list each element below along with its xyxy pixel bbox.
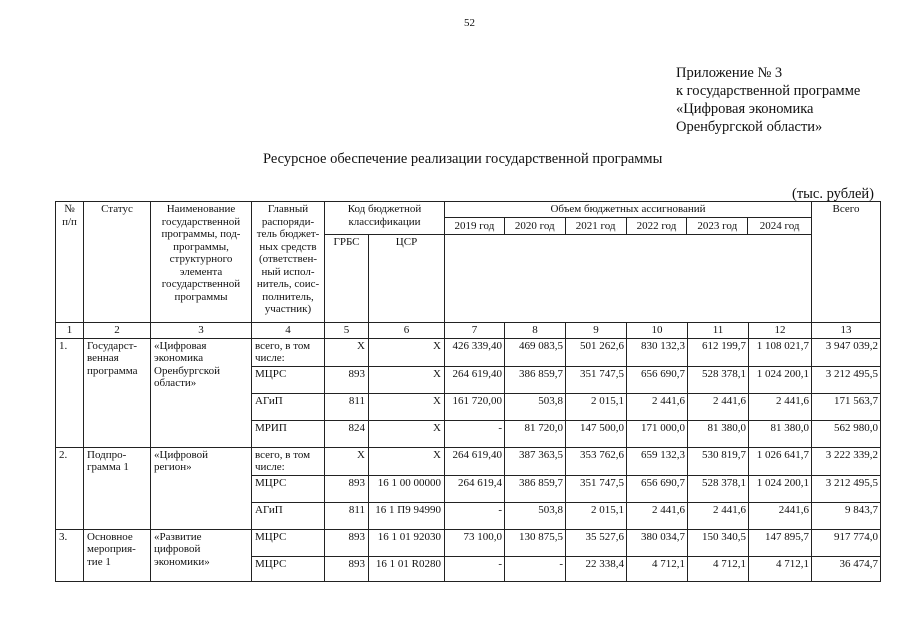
row-year-value: 130 875,5	[505, 529, 566, 556]
header-manager	[252, 202, 325, 323]
row-year-value: 1 024 200,1	[749, 366, 812, 393]
column-number: 2	[84, 323, 151, 339]
row-year-value: -	[445, 420, 505, 447]
row-csr: 16 1 00 00000	[369, 475, 445, 502]
row-year-value: 4 712,1	[688, 556, 749, 581]
column-number: 4	[252, 323, 325, 339]
row-grbs: 893	[325, 475, 369, 502]
units-label: (тыс. рублей)	[792, 186, 874, 202]
row-manager: всего, в том числе:	[252, 447, 325, 475]
row-csr: 16 1 01 92030	[369, 529, 445, 556]
row-manager: АГиП	[252, 502, 325, 529]
row-total: 917 774,0	[812, 529, 881, 556]
row-year-value: 386 859,7	[505, 366, 566, 393]
header-year: 2019 год	[445, 218, 505, 235]
row-csr: Х	[369, 366, 445, 393]
header-num-text: № п/п	[62, 203, 77, 228]
row-total: 3 212 495,5	[812, 366, 881, 393]
row-manager: МЦРС	[252, 529, 325, 556]
row-year-value: 161 720,00	[445, 393, 505, 420]
row-year-value: 469 083,5	[505, 338, 566, 366]
row-manager: МЦРС	[252, 366, 325, 393]
column-number: 12	[749, 323, 812, 339]
row-manager: МЦРС	[252, 475, 325, 502]
column-number: 10	[627, 323, 688, 339]
row-year-value: -	[445, 502, 505, 529]
row-program-name: «Цифровая экономика Оренбургской области»	[151, 338, 252, 447]
header-budget-code	[325, 202, 445, 235]
row-year-value: 2 015,1	[566, 502, 627, 529]
row-manager: МЦРС	[252, 556, 325, 581]
row-total: 3 222 339,2	[812, 447, 881, 475]
row-year-value: 2441,6	[749, 502, 812, 529]
row-year-value: 612 199,7	[688, 338, 749, 366]
row-year-value: 386 859,7	[505, 475, 566, 502]
row-year-value: 528 378,1	[688, 366, 749, 393]
row-year-value: 73 100,0	[445, 529, 505, 556]
column-number: 5	[325, 323, 369, 339]
row-year-value: 4 712,1	[627, 556, 688, 581]
row-status: Государст- венная программа	[84, 338, 151, 447]
header-volume-spacer	[445, 235, 812, 323]
row-year-value: 81 720,0	[505, 420, 566, 447]
row-csr: Х	[369, 420, 445, 447]
row-year-value: 353 762,6	[566, 447, 627, 475]
row-year-value: 264 619,40	[445, 447, 505, 475]
row-total: 3 947 039,2	[812, 338, 881, 366]
row-grbs: Х	[325, 338, 369, 366]
row-total: 9 843,7	[812, 502, 881, 529]
column-numbers-row	[56, 323, 881, 339]
header-num	[56, 202, 84, 323]
row-grbs: Х	[325, 447, 369, 475]
column-number: 7	[445, 323, 505, 339]
row-year-value: 501 262,6	[566, 338, 627, 366]
row-year-value: 264 619,40	[445, 366, 505, 393]
row-total: 3 212 495,5	[812, 475, 881, 502]
appendix-line: к государственной программе	[676, 83, 861, 99]
appendix-block	[676, 64, 860, 136]
row-program-name: «Развитие цифровой экономики»	[151, 529, 252, 581]
column-number: 3	[151, 323, 252, 339]
header-year: 2023 год	[687, 218, 748, 235]
header-year: 2024 год	[759, 219, 800, 232]
row-year-value: 171 000,0	[627, 420, 688, 447]
row-grbs: 811	[325, 393, 369, 420]
row-year-value: 528 378,1	[688, 475, 749, 502]
header-years	[445, 218, 811, 235]
column-number: 11	[688, 323, 749, 339]
row-year-value: 380 034,7	[627, 529, 688, 556]
header-name	[151, 202, 252, 323]
row-year-value: 351 747,5	[566, 475, 627, 502]
page-number: 52	[464, 17, 475, 29]
row-status: Основное мероприя- тие 1	[84, 529, 151, 581]
row-year-value: 4 712,1	[749, 556, 812, 581]
row-csr: 16 1 01 R0280	[369, 556, 445, 581]
row-year-value: 2 441,6	[627, 502, 688, 529]
header-manager-text: Главный распоряди- тель бюджет- ных средств (ответствен- ный испол- нитель, соис- полнитель, участник)	[256, 203, 320, 315]
row-grbs: 893	[325, 529, 369, 556]
resource-table	[55, 201, 881, 582]
row-grbs: 893	[325, 556, 369, 581]
header-name-text: Наименование государственной программы, под- программы, структурного элемента государственной программы	[161, 203, 241, 303]
row-year-value: 264 619,4	[445, 475, 505, 502]
row-manager: МРИП	[252, 420, 325, 447]
header-row	[56, 202, 881, 235]
header-year: 2020 год	[505, 218, 566, 235]
row-manager: всего, в том числе:	[252, 338, 325, 366]
header-total: Всего	[812, 202, 881, 323]
row-csr: 16 1 П9 94990	[369, 502, 445, 529]
row-year-value: 35 527,6	[566, 529, 627, 556]
row-year-value: 1 108 021,7	[749, 338, 812, 366]
header-year: 2021 год	[566, 218, 627, 235]
row-year-value: 147 895,7	[749, 529, 812, 556]
row-year-value: 22 338,4	[566, 556, 627, 581]
row-year-value: 530 819,7	[688, 447, 749, 475]
row-year-value: 1 026 641,7	[749, 447, 812, 475]
row-grbs: 824	[325, 420, 369, 447]
header-budget-code-text: Код бюджетной классификации	[347, 203, 422, 228]
column-number: 9	[566, 323, 627, 339]
row-year-value: 503,8	[505, 393, 566, 420]
appendix-line: «Цифровая экономика	[676, 101, 814, 117]
row-csr: Х	[369, 393, 445, 420]
row-program-name: «Цифровой регион»	[151, 447, 252, 529]
header-grbs: ГРБС	[325, 235, 369, 323]
row-year-value: 426 339,40	[445, 338, 505, 366]
row-csr: Х	[369, 338, 445, 366]
row-year-value: 503,8	[505, 502, 566, 529]
table-row	[56, 338, 881, 366]
row-csr: Х	[369, 447, 445, 475]
column-number: 6	[369, 323, 445, 339]
row-number: 3.	[56, 529, 84, 581]
header-status: Статус	[84, 202, 151, 323]
header-year: 2022 год	[627, 218, 688, 235]
row-year-value: 387 363,5	[505, 447, 566, 475]
row-year-value: 659 132,3	[627, 447, 688, 475]
row-year-value: 1 024 200,1	[749, 475, 812, 502]
row-number: 1.	[56, 338, 84, 447]
row-year-value: -	[505, 556, 566, 581]
document-title: Ресурсное обеспечение реализации государственной программы	[263, 151, 663, 167]
header-volume: Объем бюджетных ассигнований	[445, 202, 811, 218]
row-total: 36 474,7	[812, 556, 881, 581]
row-total: 171 563,7	[812, 393, 881, 420]
column-number: 8	[505, 323, 566, 339]
table-row	[56, 447, 881, 475]
row-total: 562 980,0	[812, 420, 881, 447]
row-year-value: 2 441,6	[688, 502, 749, 529]
row-year-value: 2 015,1	[566, 393, 627, 420]
row-grbs: 893	[325, 366, 369, 393]
row-year-value: 2 441,6	[749, 393, 812, 420]
row-manager: АГиП	[252, 393, 325, 420]
header-csr: ЦСР	[369, 235, 445, 323]
row-year-value: 351 747,5	[566, 366, 627, 393]
row-year-value: 2 441,6	[688, 393, 749, 420]
appendix-line: Оренбургской области»	[676, 119, 823, 135]
appendix-line: Приложение № 3	[676, 65, 783, 81]
row-year-value: -	[445, 556, 505, 581]
row-year-value: 81 380,0	[688, 420, 749, 447]
row-year-value: 81 380,0	[749, 420, 812, 447]
row-grbs: 811	[325, 502, 369, 529]
column-number: 1	[56, 323, 84, 339]
row-year-value: 2 441,6	[627, 393, 688, 420]
column-number: 13	[812, 323, 881, 339]
row-year-value: 656 690,7	[627, 475, 688, 502]
table-body	[56, 202, 881, 582]
table-row	[56, 529, 881, 556]
row-status: Подпро- грамма 1	[84, 447, 151, 529]
row-year-value: 830 132,3	[627, 338, 688, 366]
header-volume-group	[445, 202, 812, 235]
row-number: 2.	[56, 447, 84, 529]
row-year-value: 147 500,0	[566, 420, 627, 447]
row-year-value: 150 340,5	[688, 529, 749, 556]
row-year-value: 656 690,7	[627, 366, 688, 393]
